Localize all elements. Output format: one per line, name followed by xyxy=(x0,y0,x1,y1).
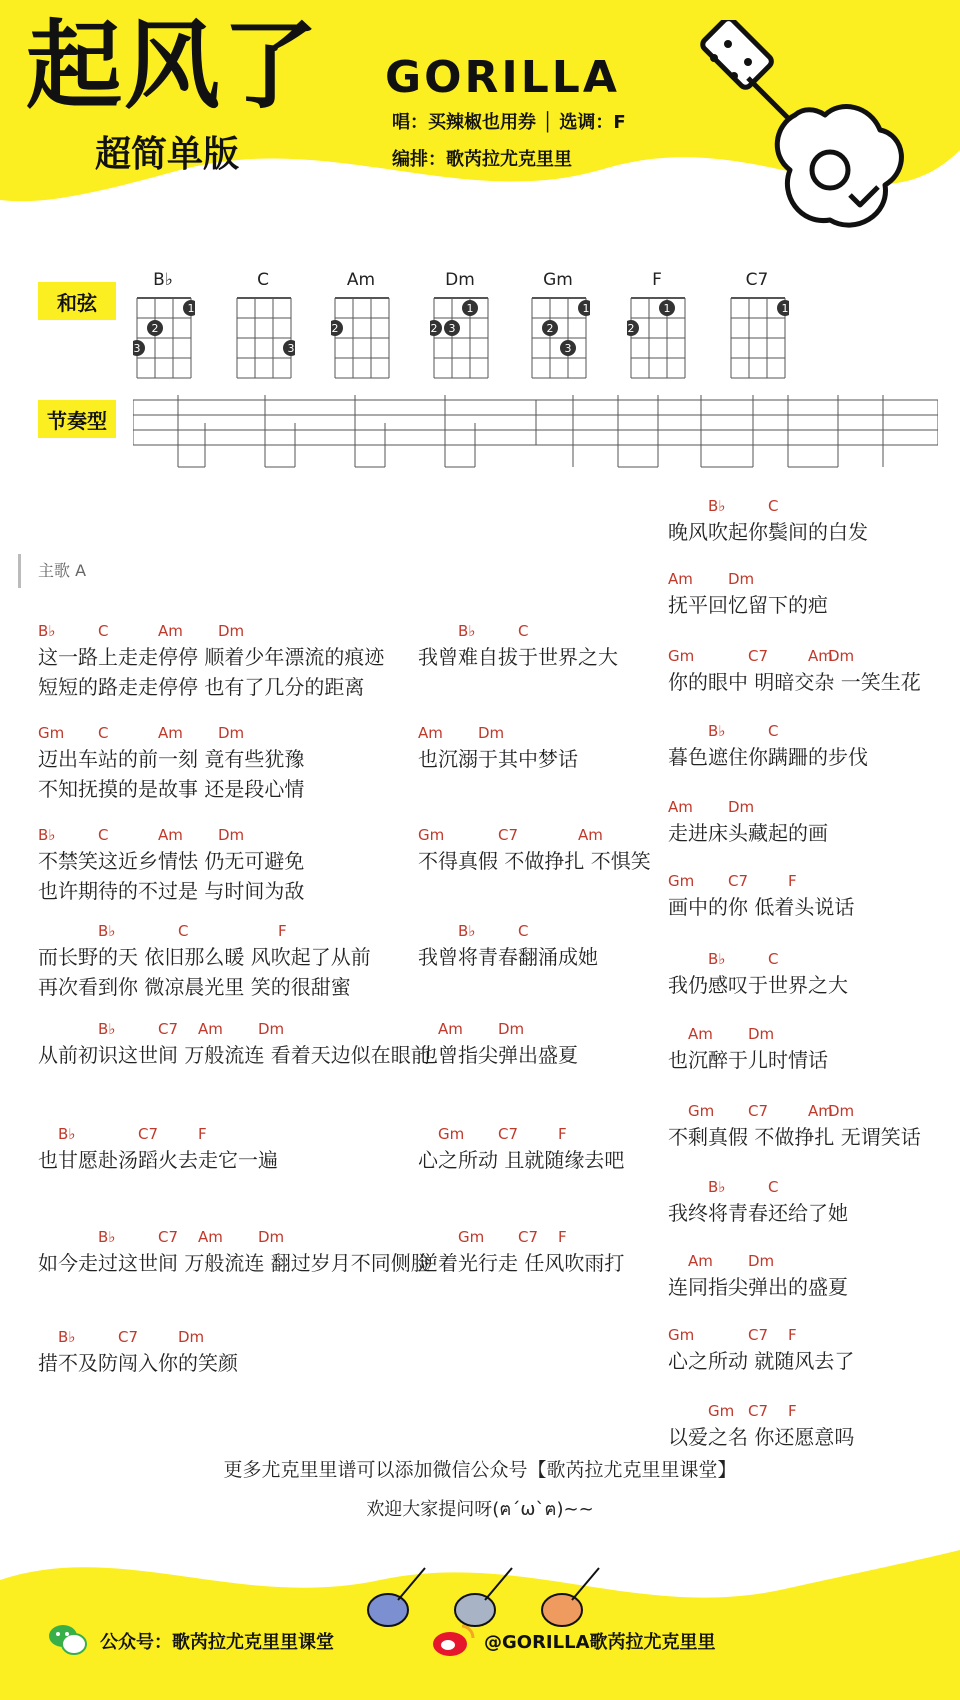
chord-symbol: Dm xyxy=(748,1025,775,1043)
chord-row xyxy=(668,1025,828,1045)
lyric-line: 我曾将青春翻涌成她 xyxy=(418,945,598,969)
chord-symbol: Dm xyxy=(498,1020,525,1038)
chord-symbol: C xyxy=(768,722,779,740)
chord-symbol: C7 xyxy=(748,1402,769,1420)
lyric-line: 再次看到你 微凉晨光里 笑的很甜蜜 xyxy=(38,975,351,999)
chord-symbol: Dm xyxy=(258,1228,285,1246)
chord-symbol: F xyxy=(278,922,287,940)
svg-text:1: 1 xyxy=(663,302,671,315)
chord-symbol: B♭ xyxy=(708,950,726,968)
chord-row xyxy=(668,1102,921,1122)
chord-symbol: F xyxy=(558,1125,567,1143)
chord-row xyxy=(38,922,371,942)
chord-row xyxy=(668,1402,854,1422)
chord-symbol: Dm xyxy=(748,1252,775,1270)
svg-text:1: 1 xyxy=(466,302,474,315)
chord-symbol: Am xyxy=(808,647,833,665)
svg-text:3: 3 xyxy=(564,342,572,355)
page-subtitle: 超简单版 xyxy=(95,134,240,175)
lyric-block xyxy=(418,1125,624,1175)
chord-symbol: C7 xyxy=(748,1102,769,1120)
chord-symbol: C7 xyxy=(748,1326,769,1344)
chord-symbol: B♭ xyxy=(58,1328,76,1346)
chord-symbol: C xyxy=(768,950,779,968)
lyric-block xyxy=(38,922,371,1002)
chord-row xyxy=(38,622,384,642)
finger-dot xyxy=(659,300,675,316)
lyric-line: 画中的你 低着头说话 xyxy=(668,895,855,919)
finger-dot xyxy=(777,300,789,316)
chord-row xyxy=(418,922,598,942)
chord-symbol: Am xyxy=(688,1252,713,1270)
chord-row xyxy=(668,1178,848,1198)
chord-symbol: C xyxy=(98,826,109,844)
lyric-line: 也沉溺于其中梦话 xyxy=(418,747,578,771)
lyric-block xyxy=(38,1125,278,1175)
chord-symbol: Gm xyxy=(438,1125,465,1143)
lyric-line: 我曾难自拔于世界之大 xyxy=(418,645,618,669)
chord-name: B♭ xyxy=(153,270,173,290)
chord-name: C7 xyxy=(745,270,769,290)
chord-row xyxy=(38,826,304,846)
lyric-block xyxy=(668,798,828,848)
brand-name: GORILLA xyxy=(385,52,620,103)
lyric-line: 我终将青春还给了她 xyxy=(668,1201,848,1225)
chord-row xyxy=(38,724,304,744)
chord-symbol: C7 xyxy=(728,872,749,890)
finger-dot xyxy=(462,300,478,316)
wechat-icon xyxy=(48,1622,88,1658)
lyric-block xyxy=(668,872,854,922)
chord-symbol: Am xyxy=(198,1228,223,1246)
chord-row xyxy=(418,826,651,846)
chord-symbol: F xyxy=(788,1326,797,1344)
chord-name: Gm xyxy=(543,270,573,290)
chord-symbol: Am xyxy=(578,826,603,844)
wechat-account: 公众号：歌芮拉尤克里里课堂 xyxy=(100,1632,334,1653)
chord-fretboard xyxy=(727,294,789,382)
chord-symbol: Dm xyxy=(178,1328,205,1346)
chord-symbol: C xyxy=(518,922,529,940)
lyric-block xyxy=(38,826,304,906)
lyric-block xyxy=(38,622,384,702)
finger-dot xyxy=(283,340,295,356)
lyric-block xyxy=(668,1252,848,1302)
chord-symbol: C7 xyxy=(138,1125,159,1143)
chord-symbol: Am xyxy=(198,1020,223,1038)
chord-symbol: C xyxy=(178,922,189,940)
svg-text:3: 3 xyxy=(133,342,141,355)
chord-symbol: B♭ xyxy=(708,722,726,740)
chord-diagram xyxy=(133,270,223,380)
chord-symbol: Gm xyxy=(458,1228,485,1246)
chord-row xyxy=(418,1228,624,1248)
chord-symbol: B♭ xyxy=(58,1125,76,1143)
lyric-line: 从前初识这世间 万般流连 看着天边似在眼前 xyxy=(38,1043,431,1067)
ukulele-icon xyxy=(360,1560,605,1630)
svg-text:1: 1 xyxy=(582,302,590,315)
weibo-account: @GORILLA歌芮拉尤克里里 xyxy=(484,1632,716,1653)
chord-symbol: B♭ xyxy=(98,1228,116,1246)
chord-symbol: Dm xyxy=(258,1020,285,1038)
chord-symbol: Gm xyxy=(38,724,65,742)
chord-row xyxy=(668,570,828,590)
chord-row xyxy=(38,1328,238,1348)
chord-symbol: B♭ xyxy=(98,922,116,940)
chord-row xyxy=(418,724,578,744)
lyric-line: 也沉醉于儿时情话 xyxy=(668,1048,828,1072)
chord-symbol: Gm xyxy=(668,1326,695,1344)
lyric-line: 也曾指尖弹出盛夏 xyxy=(418,1043,578,1067)
lyric-block xyxy=(418,922,598,972)
chord-symbol: Dm xyxy=(828,1102,855,1120)
chord-symbol: B♭ xyxy=(458,622,476,640)
finger-dot xyxy=(133,340,145,356)
lyric-line: 我仍感叹于世界之大 xyxy=(668,973,848,997)
chord-row xyxy=(668,1326,854,1346)
lyric-line: 而长野的天 依旧那么暖 风吹起了从前 xyxy=(38,945,371,969)
lyric-block xyxy=(668,1402,854,1452)
guitar-logo-icon xyxy=(700,20,935,245)
lyric-line: 迈出车站的前一刻 竟有些犹豫 xyxy=(38,747,305,771)
chord-row xyxy=(668,497,868,517)
chord-symbol: F xyxy=(558,1228,567,1246)
chord-row xyxy=(668,722,868,742)
svg-text:2: 2 xyxy=(430,322,438,335)
lyric-line: 也甘愿赴汤蹈火去走它一遍 xyxy=(38,1148,278,1172)
finger-dot xyxy=(560,340,576,356)
finger-dot xyxy=(183,300,195,316)
chord-symbol: Gm xyxy=(668,647,695,665)
chord-symbol: F xyxy=(788,872,797,890)
chord-fretboard xyxy=(627,294,689,382)
chord-symbol: B♭ xyxy=(38,826,56,844)
lyric-line: 如今走过这世间 万般流连 翻过岁月不同侧脸 xyxy=(38,1251,431,1275)
lyric-block xyxy=(668,1025,828,1075)
chord-row xyxy=(668,798,828,818)
lyric-block xyxy=(668,950,848,1000)
svg-text:2: 2 xyxy=(546,322,554,335)
chord-row xyxy=(38,1020,431,1040)
chord-symbol: C7 xyxy=(518,1228,539,1246)
chord-symbol: C7 xyxy=(158,1020,179,1038)
chord-fretboard xyxy=(233,294,295,382)
lyric-block xyxy=(418,826,651,876)
finger-dot xyxy=(331,320,343,336)
lyric-line: 逆着光行走 任风吹雨打 xyxy=(418,1251,625,1275)
chord-symbol: C7 xyxy=(118,1328,139,1346)
finger-dot xyxy=(444,320,460,336)
chord-symbol: Dm xyxy=(828,647,855,665)
lyric-line: 你的眼中 明暗交杂 一笑生花 xyxy=(668,670,921,694)
chord-symbol: C7 xyxy=(498,1125,519,1143)
chord-symbol: B♭ xyxy=(38,622,56,640)
lyric-line: 心之所动 且就随缘去吧 xyxy=(418,1148,625,1172)
chord-symbol: Am xyxy=(808,1102,833,1120)
chord-diagram xyxy=(233,270,323,380)
svg-text:1: 1 xyxy=(781,302,789,315)
chord-symbol: C xyxy=(768,497,779,515)
lyric-line: 抚平回忆留下的疤 xyxy=(668,593,828,617)
finger-dot xyxy=(627,320,639,336)
chord-symbol: Dm xyxy=(478,724,505,742)
chord-symbol: Am xyxy=(688,1025,713,1043)
section-marker xyxy=(18,554,21,588)
chord-symbol: F xyxy=(198,1125,207,1143)
svg-text:2: 2 xyxy=(627,322,635,335)
chord-diagram xyxy=(430,270,520,380)
chord-symbol: F xyxy=(788,1402,797,1420)
chord-symbol: B♭ xyxy=(708,497,726,515)
chord-name: C xyxy=(257,270,269,290)
chord-symbol: Dm xyxy=(728,570,755,588)
lyric-line: 措不及防闯入你的笑颜 xyxy=(38,1351,238,1375)
finger-dot xyxy=(542,320,558,336)
lyric-block xyxy=(418,1228,624,1278)
chord-symbol: Dm xyxy=(218,826,245,844)
chord-fretboard xyxy=(133,294,195,382)
lyric-line: 短短的路走走停停 也有了几分的距离 xyxy=(38,675,365,699)
chord-symbol: Am xyxy=(158,826,183,844)
chord-diagram xyxy=(528,270,618,380)
chord-symbol: B♭ xyxy=(708,1178,726,1196)
lyric-block xyxy=(38,1328,238,1378)
chord-symbol: Am xyxy=(668,798,693,816)
lyric-line: 晚风吹起你鬓间的白发 xyxy=(668,520,868,544)
lyric-block xyxy=(38,1228,431,1278)
lyric-block xyxy=(38,1020,431,1070)
chord-row xyxy=(418,1125,624,1145)
chord-row xyxy=(418,1020,578,1040)
lyric-block xyxy=(668,1178,848,1228)
lyric-line: 不禁笑这近乡情怯 仍无可避免 xyxy=(38,849,305,873)
chord-symbol: C xyxy=(518,622,529,640)
svg-text:2: 2 xyxy=(331,322,339,335)
chord-symbol: Gm xyxy=(708,1402,735,1420)
singer-key-info: 唱：买辣椒也用券 │ 选调：F xyxy=(392,112,626,133)
lyric-line: 也许期待的不过是 与时间为敌 xyxy=(38,879,305,903)
page-title: 起风了 xyxy=(26,10,320,122)
rhythm-label: 节奏型 xyxy=(38,400,116,438)
lyric-line: 连同指尖弹出的盛夏 xyxy=(668,1275,848,1299)
svg-text:3: 3 xyxy=(287,342,295,355)
chord-row xyxy=(38,1125,278,1145)
chord-row xyxy=(668,872,854,892)
lyric-block xyxy=(38,724,304,804)
section-label: 主歌 A xyxy=(38,561,87,580)
chord-diagram xyxy=(727,270,817,380)
lyric-block xyxy=(668,570,828,620)
svg-text:3: 3 xyxy=(448,322,456,335)
chords-label: 和弦 xyxy=(38,282,116,320)
chord-symbol: Am xyxy=(158,724,183,742)
chord-symbol: Am xyxy=(418,724,443,742)
lyric-line: 这一路上走走停停 顺着少年漂流的痕迹 xyxy=(38,645,385,669)
lyric-block xyxy=(668,1102,921,1152)
chord-symbol: C xyxy=(768,1178,779,1196)
chord-symbol: Gm xyxy=(668,872,695,890)
footer-promo: 更多尤克里里谱可以添加微信公众号【歌芮拉尤克里里课堂】 xyxy=(223,1459,737,1481)
lyric-line: 不得真假 不做挣扎 不惧笑 xyxy=(418,849,651,873)
chord-row xyxy=(418,622,618,642)
chord-symbol: Am xyxy=(158,622,183,640)
chord-symbol: C7 xyxy=(158,1228,179,1246)
chord-fretboard xyxy=(430,294,492,382)
lyric-block xyxy=(668,497,868,547)
lyric-block xyxy=(668,647,921,697)
rhythm-pattern xyxy=(133,395,938,475)
lyric-block xyxy=(668,722,868,772)
chord-symbol: Dm xyxy=(728,798,755,816)
chord-row xyxy=(668,1252,848,1272)
chord-fretboard xyxy=(528,294,590,382)
lyric-line: 不知抚摸的是故事 还是段心情 xyxy=(38,777,305,801)
chord-symbol: Gm xyxy=(418,826,445,844)
chord-fretboard xyxy=(331,294,393,382)
lyric-line: 走进床头藏起的画 xyxy=(668,821,828,845)
finger-dot xyxy=(578,300,590,316)
finger-dot xyxy=(147,320,163,336)
lyric-block xyxy=(418,622,618,672)
chord-name: Dm xyxy=(445,270,475,290)
lyric-line: 不剩真假 不做挣扎 无谓笑话 xyxy=(668,1125,921,1149)
chord-symbol: Dm xyxy=(218,724,245,742)
chord-diagram xyxy=(627,270,717,380)
footer-welcome: 欢迎大家提问呀(ฅ´ω`ฅ)~~ xyxy=(366,1499,594,1520)
chord-symbol: Am xyxy=(438,1020,463,1038)
chord-symbol: Dm xyxy=(218,622,245,640)
chord-symbol: C7 xyxy=(748,647,769,665)
chord-diagram xyxy=(331,270,421,380)
chord-symbol: B♭ xyxy=(98,1020,116,1038)
lyric-block xyxy=(418,724,578,774)
weibo-icon xyxy=(432,1622,476,1658)
chord-row xyxy=(668,950,848,970)
lyric-line: 心之所动 就随风去了 xyxy=(668,1349,855,1373)
chord-name: Am xyxy=(346,270,376,290)
chord-symbol: B♭ xyxy=(458,922,476,940)
chord-row xyxy=(668,647,921,667)
lyric-block xyxy=(418,1020,578,1070)
chord-name: F xyxy=(652,270,662,290)
chord-symbol: C xyxy=(98,724,109,742)
finger-dot xyxy=(430,320,442,336)
chord-row xyxy=(38,1228,431,1248)
svg-text:2: 2 xyxy=(151,322,159,335)
svg-text:1: 1 xyxy=(187,302,195,315)
arranger-info: 编排：歌芮拉尤克里里 xyxy=(392,149,572,170)
chord-symbol: Am xyxy=(668,570,693,588)
chord-symbol: Gm xyxy=(688,1102,715,1120)
chord-symbol: C xyxy=(98,622,109,640)
lyric-line: 暮色遮住你蹒跚的步伐 xyxy=(668,745,868,769)
lyric-line: 以爱之名 你还愿意吗 xyxy=(668,1425,855,1449)
lyric-block xyxy=(668,1326,854,1376)
chord-symbol: C7 xyxy=(498,826,519,844)
